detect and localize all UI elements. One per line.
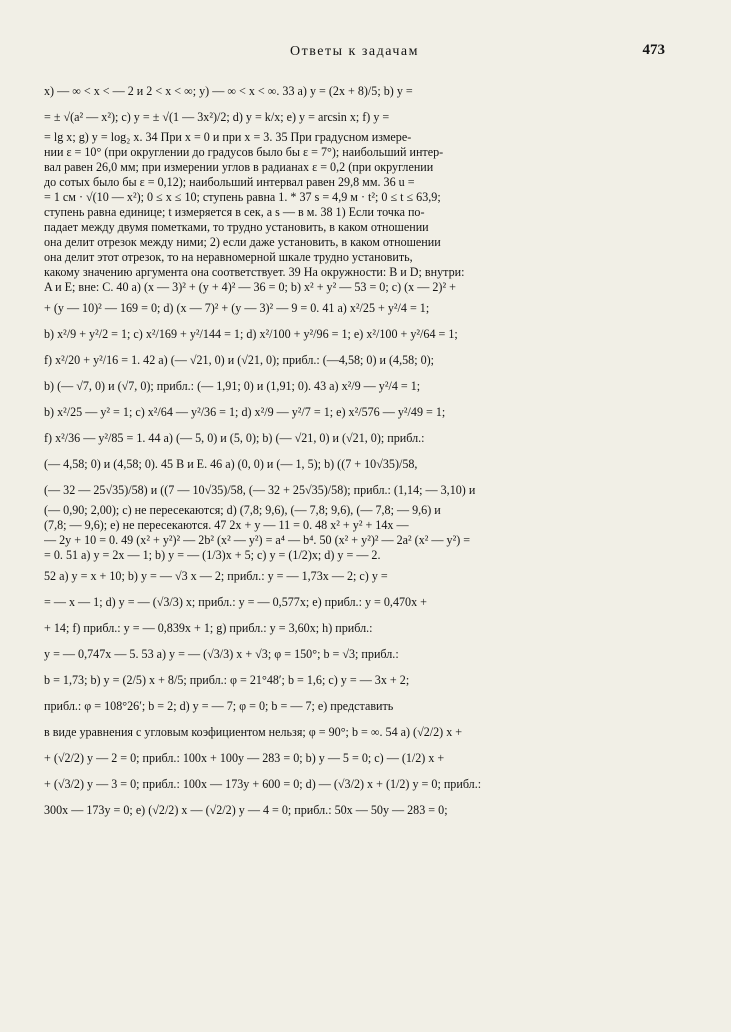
text-line: b) (— √7, 0) и (√7, 0); прибл.: (— 1,91; 0) и (1,91; 0). 43 a) x²/9 — y²/4 = 1; bbox=[44, 379, 421, 393]
text-line: 52 a) y = x + 10; b) y = — √3 x — 2; прибл.: y = — 1,73x — 2; c) y = bbox=[44, 569, 388, 583]
text-line: b) x²/25 — y² = 1; c) x²/64 — y²/36 = 1; d) x²/9 — y²/7 = 1; e) x²/576 — y²/49 = 1; bbox=[44, 405, 446, 419]
text-line: падает между двумя пометками, то трудно установить, в каком отношении bbox=[44, 220, 429, 234]
text-line: (7,8; — 9,6); e) не пересекаются. 47 2x + y — 11 = 0. 48 x² + y² + 14x — bbox=[44, 518, 409, 532]
text-line: в виде уравнения с угловым коэфициентом нельзя; φ = 90°; b = ∞. 54 a) (√2/2) x + bbox=[44, 725, 463, 739]
text-line: b) x²/9 + y²/2 = 1; c) x²/169 + y²/144 = 1; d) x²/100 + y²/96 = 1; e) x²/100 + y²/64 = 1; bbox=[44, 327, 458, 341]
text-line: x) — ∞ < x < — 2 и 2 < x < ∞; у) — ∞ < x < ∞. 33 a) y = (2x + 8)/5; b) y = bbox=[44, 84, 413, 98]
page-header bbox=[44, 38, 665, 64]
text-line: + (√2/2) y — 2 = 0; прибл.: 100x + 100y — 283 = 0; b) y — 5 = 0; c) — (1/2) x + bbox=[44, 751, 445, 765]
text-line: (— 4,58; 0) и (4,58; 0). 45 B и E. 46 a) (0, 0) и (— 1, 5); b) ((7 + 10√35)/58, bbox=[44, 457, 418, 471]
page-number: 473 bbox=[642, 42, 665, 58]
text-line: b = 1,73; b) y = (2/5) x + 8/5; прибл.: φ = 21°48′; b = 1,6; c) y = — 3x + 2; bbox=[44, 673, 410, 687]
text-line: = 1 см · √(10 — x²); 0 ≤ x ≤ 10; ступень равна 1. * 37 s = 4,9 м · t²; 0 ≤ t ≤ 63,9; bbox=[44, 190, 441, 204]
text-line: 300x — 173y = 0; e) (√2/2) x — (√2/2) y — 4 = 0; прибл.: 50x — 50y — 283 = 0; bbox=[44, 803, 448, 817]
text-line: — 2y + 10 = 0. 49 (x² + y²)² — 2b² (x² — y²) = a⁴ — b⁴. 50 (x² + y²)² — 2a² (x² — y²) = bbox=[44, 533, 471, 547]
text-line: f) x²/36 — y²/85 = 1. 44 a) (— 5, 0) и (5, 0); b) (— √21, 0) и (√21, 0); прибл.: bbox=[44, 431, 425, 445]
text-line: она делит отрезок между ними; 2) если даже установить, в каком отношении bbox=[44, 235, 441, 249]
running-title: Ответы к задачам bbox=[290, 44, 419, 59]
text-line: = — x — 1; d) y = — (√3/3) x; прибл.: y = — 0,577x; e) прибл.: y = 0,470x + bbox=[44, 595, 427, 609]
answers-text bbox=[44, 78, 665, 823]
text-line: (— 0,90; 2,00); c) не пересекаются; d) (7,8; 9,6), (— 7,8; 9,6), (— 7,8; — 9,6) и bbox=[44, 503, 441, 517]
text-line: A и E; вне: C. 40 a) (x — 3)² + (y + 4)² — 36 = 0; b) x² + y² — 53 = 0; c) (x — 2)² + bbox=[44, 280, 456, 294]
text-line: f) x²/20 + y²/16 = 1. 42 a) (— √21, 0) и (√21, 0); прибл.: (—4,58; 0) и (4,58; 0); bbox=[44, 353, 435, 367]
text-line: = ± √(a² — x²); c) y = ± √(1 — 3x²)/2; d) y = k/x; e) y = arcsin x; f) y = bbox=[44, 110, 390, 124]
text-line: + 14; f) прибл.: y = — 0,839x + 1; g) прибл.: y = 3,60x; h) прибл.: bbox=[44, 621, 373, 635]
text-line: прибл.: φ = 108°26′; b = 2; d) y = — 7; φ = 0; b = — 7; e) представить bbox=[44, 699, 394, 713]
text-line: + (y — 10)² — 169 = 0; d) (x — 7)² + (y — 3)² — 9 = 0. 41 a) x²/25 + y²/4 = 1; bbox=[44, 301, 430, 315]
text-line: какому значению аргумента она соответствует. 39 На окружности: B и D; внутри: bbox=[44, 265, 465, 279]
text-line: (— 32 — 25√35)/58) и ((7 — 10√35)/58, (— 32 + 25√35)/58); прибл.: (1,14; — 3,10) и bbox=[44, 483, 476, 497]
text-line: + (√3/2) y — 3 = 0; прибл.: 100x — 173y + 600 = 0; d) — (√3/2) x + (1/2) y = 0; прибл.: bbox=[44, 777, 482, 791]
text-line: y = — 0,747x — 5. 53 a) y = — (√3/3) x + √3; φ = 150°; b = √3; прибл.: bbox=[44, 647, 399, 661]
text-line: ступень равна единице; t измеряется в сек, а s — в м. 38 1) Если точка по- bbox=[44, 205, 425, 219]
text-line: вал равен 26,0 мм; при измерении углов в радианах ε = 0,2 (при округлении bbox=[44, 160, 434, 174]
text-line: = 0. 51 a) y = 2x — 1; b) y = — (1/3)x + 5; c) y = (1/2)x; d) y = — 2. bbox=[44, 548, 381, 562]
text-line: нии ε = 10° (при округлении до градусов было бы ε = 7°); наибольший интер- bbox=[44, 145, 444, 159]
text-line: = lg x; g) y = log₂ x. 34 При x = 0 и при x = 3. 35 При градусном измере- bbox=[44, 130, 412, 144]
text-line: она делит этот отрезок, то на неравномерной шкале трудно установить, bbox=[44, 250, 413, 264]
text-line: до сотых было бы ε = 0,12); наибольший интервал равен 29,8 мм. 36 u = bbox=[44, 175, 415, 189]
